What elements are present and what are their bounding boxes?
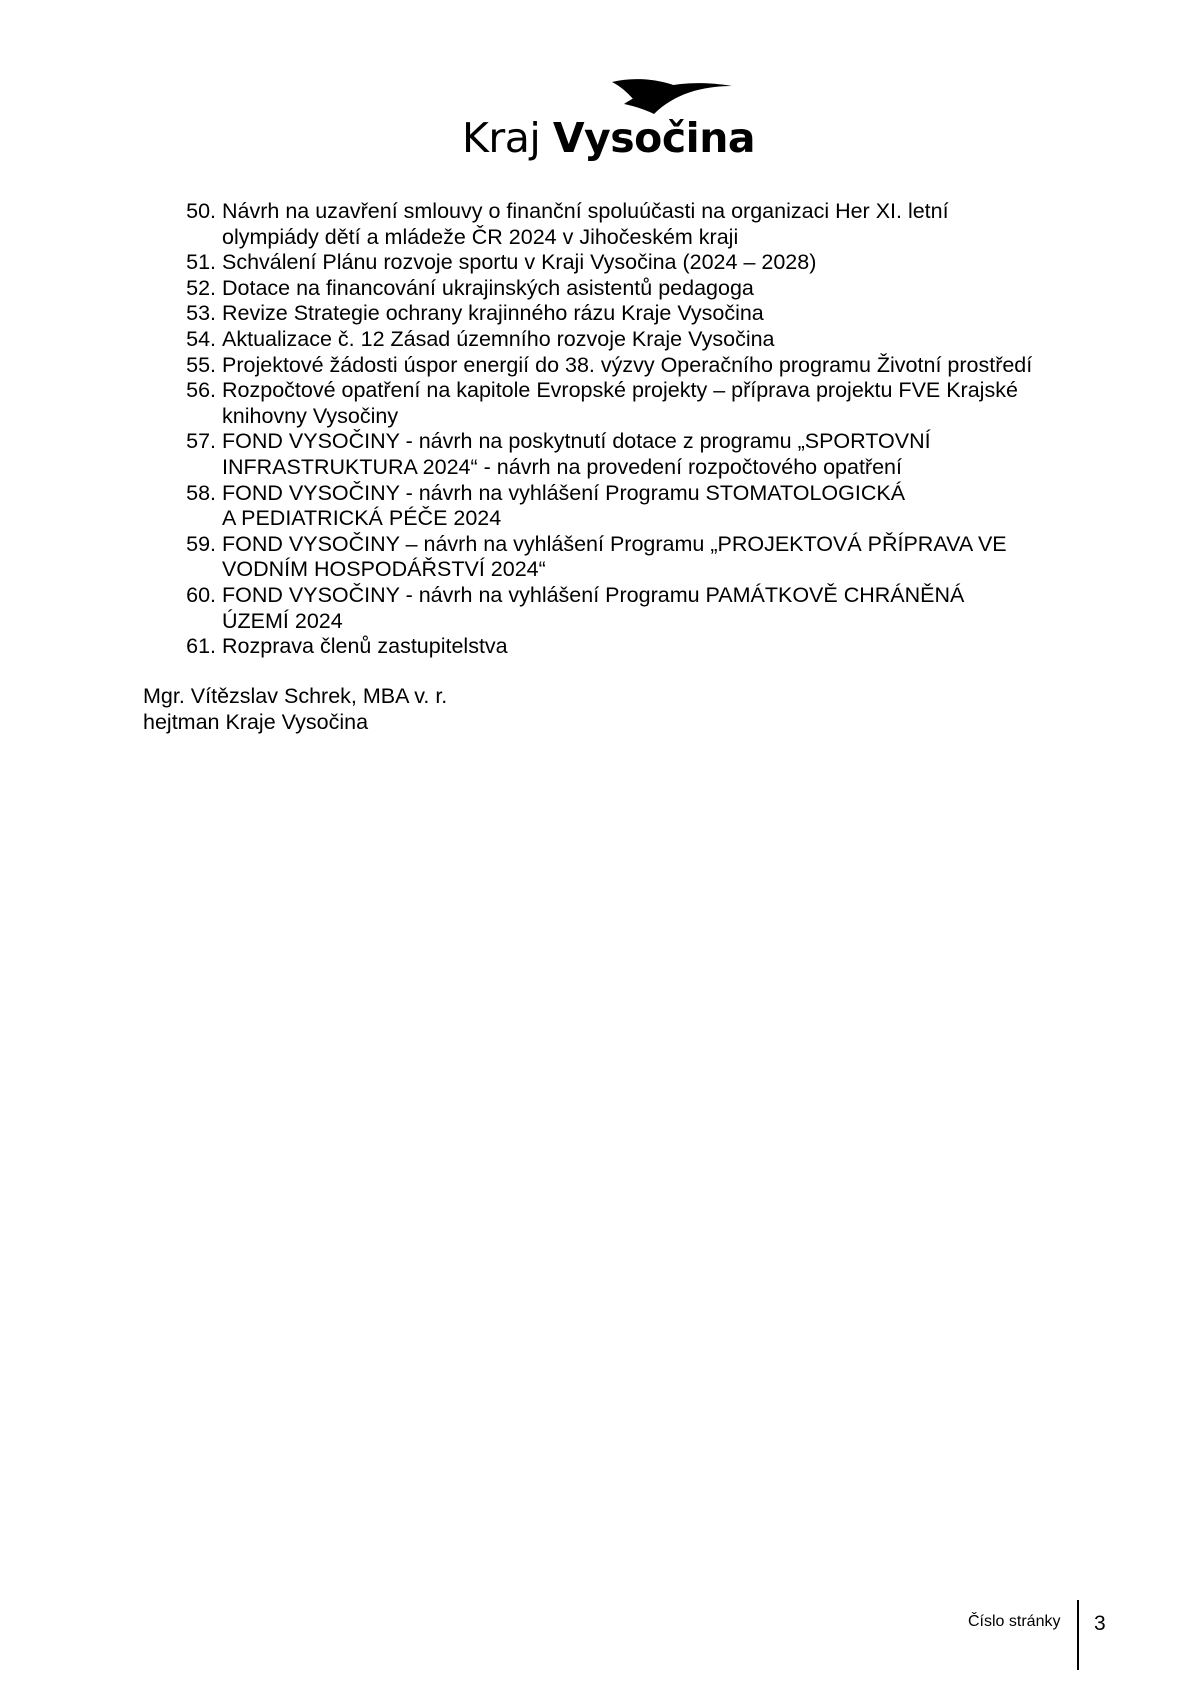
agenda-item-line: Rozprava členů zastupitelstva [222,634,508,659]
agenda-item-number: 53. [186,301,216,326]
agenda-item-text [216,276,754,302]
agenda-item-continuation: VODNÍM HOSPODÁŘSTVÍ 2024“ [222,557,546,582]
agenda-item [170,327,1070,353]
agenda-item-continuation: ÚZEMÍ 2024 [222,608,343,633]
agenda-item-number: 59. [186,531,216,556]
agenda-item [170,481,1070,532]
agenda-item-line: FOND VYSOČINY – návrh na vyhlášení Programu „PROJEKTOVÁ PŘÍPRAVA VE [222,531,1007,556]
logo-wordmark [462,112,755,164]
agenda-item-text [216,301,764,327]
agenda-item-number: 55. [186,352,216,377]
page-number-label: Číslo stránky [968,1613,1061,1630]
agenda-item-text [216,429,931,480]
agenda-item-number: 57. [186,429,216,454]
agenda-item-text [216,199,949,250]
agenda-item-line: FOND VYSOČINY - návrh na vyhlášení Programu PAMÁTKOVĚ CHRÁNĚNÁ [222,582,965,607]
agenda-item-line: Návrh na uzavření smlouvy o finanční spoluúčasti na organizaci Her XI. letní [222,199,949,223]
signatory-title: hejtman Kraje Vysočina [143,710,369,734]
agenda-item-line: Rozpočtové opatření na kapitole Evropské projekty – příprava projektu FVE Krajské [222,378,1018,403]
agenda-item-number: 54. [186,326,216,351]
signature-block [143,683,447,735]
agenda-item [170,250,1070,276]
agenda-item-number: 51. [186,250,216,275]
agenda-item [170,301,1070,327]
agenda-item-number: 61. [186,634,216,659]
agenda-item-continuation: knihovny Vysočiny [222,403,399,428]
agenda-item-continuation: olympiády dětí a mládeže ČR 2024 v Jihočeském kraji [222,224,739,249]
agenda-item-line: Schválení Plánu rozvoje sportu v Kraji Vysočina (2024 – 2028) [222,250,817,275]
agenda-item-line: Revize Strategie ochrany krajinného rázu Kraje Vysočina [222,301,764,326]
agenda-item-continuation: INFRASTRUKTURA 2024“ - návrh na provedení rozpočtového opatření [222,454,902,479]
agenda-item-number: 50. [186,199,216,223]
agenda-item-text [216,634,508,660]
agenda-item [170,634,1070,660]
agenda-list [170,199,1070,660]
agenda-item-text [216,481,905,532]
agenda-item-text [216,353,1032,379]
agenda-item-line: Dotace na financování ukrajinských asistentů pedagoga [222,275,754,300]
agenda-item [170,199,1070,250]
logo-word-vysocina: Vysočina [552,114,756,162]
agenda-item-number: 58. [186,480,216,505]
agenda-item-text [216,532,1007,583]
agenda-item-text [216,378,1018,429]
agenda-item-line: Projektové žádosti úspor energií do 38. výzvy Operačního programu Životní prostředí [222,352,1033,377]
signatory-name: Mgr. Vítězslav Schrek, MBA v. r. [143,684,448,708]
agenda-item-line: FOND VYSOČINY - návrh na poskytnutí dotace z programu „SPORTOVNÍ [222,429,931,454]
agenda-item [170,532,1070,583]
agenda-item-text [216,583,964,634]
agenda-item-line: Aktualizace č. 12 Zásad územního rozvoje Kraje Vysočina [222,326,775,351]
logo-word-kraj: Kraj [462,114,541,162]
agenda-item [170,353,1070,379]
footer-divider [1077,1600,1079,1670]
agenda-item [170,429,1070,480]
page-number: 3 [1094,1612,1106,1635]
agenda-item-text [216,327,775,353]
agenda-item-line: FOND VYSOČINY - návrh na vyhlášení Programu STOMATOLOGICKÁ [222,480,906,505]
agenda-item-continuation: A PEDIATRICKÁ PÉČE 2024 [222,506,502,531]
agenda-item-number: 52. [186,275,216,300]
agenda-item [170,378,1070,429]
agenda-item [170,583,1070,634]
kraj-vysocina-logo [462,74,756,166]
agenda-item-text [216,250,816,276]
agenda-item [170,276,1070,302]
agenda-item-number: 56. [186,378,216,403]
agenda-item-number: 60. [186,582,216,607]
